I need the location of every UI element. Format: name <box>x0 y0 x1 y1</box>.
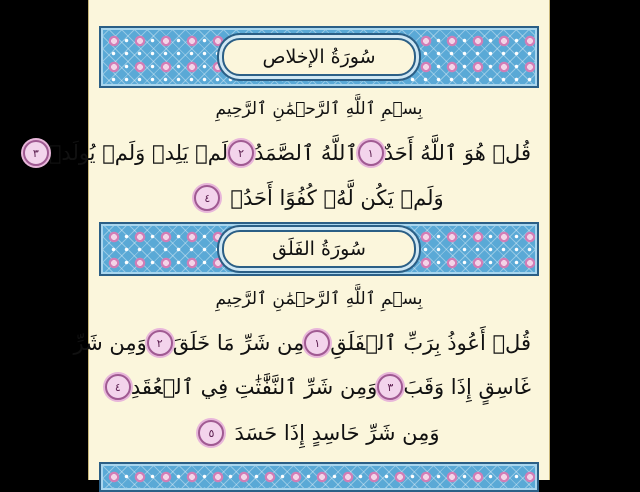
ayah-number-marker: ٤ <box>194 185 220 211</box>
surah-header-next <box>99 462 539 492</box>
right-letterbox <box>550 0 640 480</box>
surah-title-falaq: سُورَةُ الفَلَق <box>222 230 416 268</box>
ayah-number-marker: ٢ <box>147 330 173 356</box>
ayah-number-marker: ١ <box>358 140 384 166</box>
ayah-text: وَمِن شَرِّ ٱلنَّفَّٰثَٰتِ فِي ٱلۡعُقَدِ <box>130 375 378 399</box>
ayah-text: غَاسِقٍ إِذَا وَقَبَ <box>403 375 531 399</box>
ayah-number-marker: ١ <box>304 330 330 356</box>
surah-title-ikhlas: سُورَةُ الإخلاص <box>222 38 416 76</box>
ayah-line-falaq-3 <box>107 420 531 446</box>
ayah-text: وَلَمۡ يَكُن لَّهُۥ كُفُوًا أَحَدُۢ <box>230 186 444 210</box>
ayah-text: قُلۡ أَعُوذُ بِرَبِّ ٱلۡفَلَقِ <box>330 331 531 355</box>
ayah-number-marker: ٢ <box>228 140 254 166</box>
ayah-text: ٱللَّهُ ٱلصَّمَدُ <box>254 141 358 165</box>
ayah-line-falaq-2 <box>107 374 531 400</box>
ayah-text: قُلۡ هُوَ ٱللَّهُ أَحَدٌ <box>383 141 531 165</box>
basmala-falaq: بِسۡمِ ٱللَّهِ ٱلرَّحۡمَٰنِ ٱلرَّحِيمِ <box>215 289 423 309</box>
surah-header-ikhlas <box>99 26 539 88</box>
ayah-number-marker: ٣ <box>23 140 49 166</box>
ayah-text: وَمِن شَرِّ حَاسِدٍ إِذَا حَسَدَ <box>234 421 440 445</box>
ayah-text: مِن شَرِّ مَا خَلَقَ <box>172 331 305 355</box>
ayah-line-ikhlas-2 <box>107 185 531 211</box>
ayah-line-ikhlas-1 <box>32 140 531 166</box>
basmala-ikhlas: بِسۡمِ ٱللَّهِ ٱلرَّحۡمَٰنِ ٱلرَّحِيمِ <box>215 99 423 119</box>
ayah-number-marker: ٣ <box>377 374 403 400</box>
ayah-number-marker: ٥ <box>198 420 224 446</box>
ayah-text: لَمۡ يَلِدۡ وَلَمۡ يُولَدۡ <box>48 141 229 165</box>
left-letterbox <box>0 0 88 480</box>
ayah-line-falaq-1 <box>73 330 531 356</box>
mushaf-page <box>32 0 550 480</box>
ayah-number-marker: ٤ <box>105 374 131 400</box>
ayah-text: وَمِن شَرِّ <box>73 331 147 355</box>
surah-header-falaq <box>99 222 539 276</box>
